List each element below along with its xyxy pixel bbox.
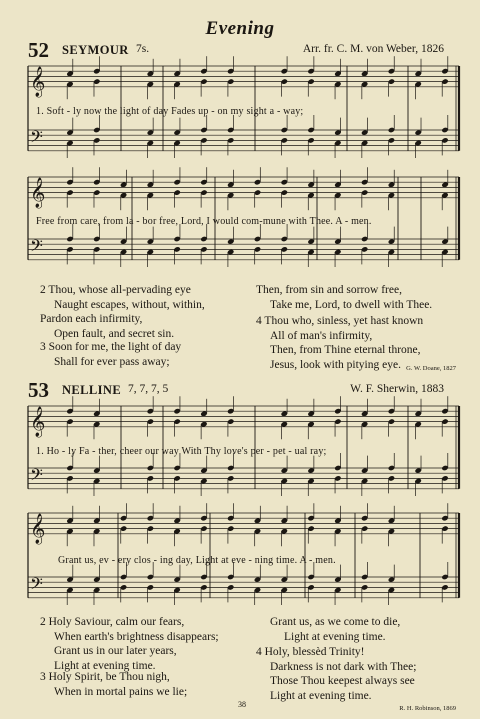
verse-line: Grant us, as we come to die, [270,616,401,628]
hymn-52-verse-2 [40,283,205,341]
bass-clef: 𝄢 [30,464,43,489]
bass-clef: 𝄢 [30,126,43,151]
verse-line: Those Thou keepest always see [270,675,415,688]
bass-clef: 𝄢 [30,573,43,598]
verse-line: 2 Thou, whose all-pervading eye [40,284,191,296]
hymn-53-number: 53 [28,378,49,402]
hymn-52-tune-name: SEYMOUR [62,43,129,57]
hymn-52-lyric-line-1: 1. Soft - ly now the light of day Fades up - on my sight a - way; [36,106,304,117]
verse-line: 4 Thou who, sinless, yet hast known [256,315,424,327]
hymn-53-meter: 7, 7, 7, 5 [128,383,169,395]
hymn-53-verse-3 [40,670,187,699]
verse-line: Light at evening time. [270,689,372,702]
hymn-52-number: 52 [28,38,49,62]
hymn-52-author: G. W. Doane, 1827 [406,365,456,372]
hymn-52-lyric-line-2: Free from care, from la - bor free, Lord, I would com-mune with Thee. A - men. [36,216,372,227]
treble-clef: 𝄞 [30,177,46,208]
verse-line: Then, from Thine eternal throne, [270,344,421,357]
hymn-53-verse-3-continued [270,615,400,644]
hymn-52-meter: 7s. [136,43,150,55]
hymn-53-author: R. H. Robinson, 1869 [399,705,456,712]
hymn-52-verse-3-continued [256,283,432,312]
verse-line: Light at evening time. [54,659,156,672]
verse-line: 3 Soon for me, the light of day [40,341,182,353]
treble-clef: 𝄞 [30,66,46,97]
hymn-52-verse-4 [256,314,423,372]
verse-line: Grant us in our later years, [54,645,177,658]
verse-line: Shall for ever pass away; [54,355,170,368]
hymn-53-composer: W. F. Sherwin, 1883 [350,383,444,395]
verse-line: When in mortal pains we lie; [54,685,188,698]
page-number: 38 [238,700,246,709]
verse-line: Pardon each infirmity, [40,313,143,326]
bass-clef: 𝄢 [30,235,43,260]
treble-clef: 𝄞 [30,513,46,544]
verse-line: 4 Holy, blessèd Trinity! [256,646,365,658]
hymn-53-tune-name: NELLINE [62,383,122,397]
hymn-52-arranger: Arr. fr. C. M. von Weber, 1826 [302,43,444,55]
verse-line: 2 Holy Saviour, calm our fears, [40,616,185,628]
verse-line: Take me, Lord, to dwell with Thee. [270,298,433,311]
section-title: Evening [205,18,275,39]
verse-line: When earth's brightness disappears; [54,630,219,643]
verse-line: Naught escapes, without, within, [54,298,205,311]
verse-line: Jesus, look with pitying eye. [270,358,401,371]
hymn-53-verse-4 [256,645,416,703]
verse-line: 3 Holy Spirit, be Thou nigh, [40,671,170,683]
hymn-53-lyric-line-1: 1. Ho - ly Fa - ther, cheer our way With Thy love's per - pet - ual ray; [36,446,327,457]
verse-line: Then, from sin and sorrow free, [256,284,402,296]
hymn-53-verse-2 [40,615,219,673]
verse-line: Open fault, and secret sin. [54,327,175,340]
treble-clef: 𝄞 [30,406,46,437]
verse-line: Light at evening time. [284,630,386,643]
hymn-52-verse-3 [40,340,181,369]
verse-line: Darkness is not dark with Thee; [270,660,417,673]
hymn-53-lyric-line-2: Grant us, ev - ery clos - ing day, Light at eve - ning time. A - men. [58,555,336,566]
verse-line: All of man's infirmity, [270,329,373,342]
